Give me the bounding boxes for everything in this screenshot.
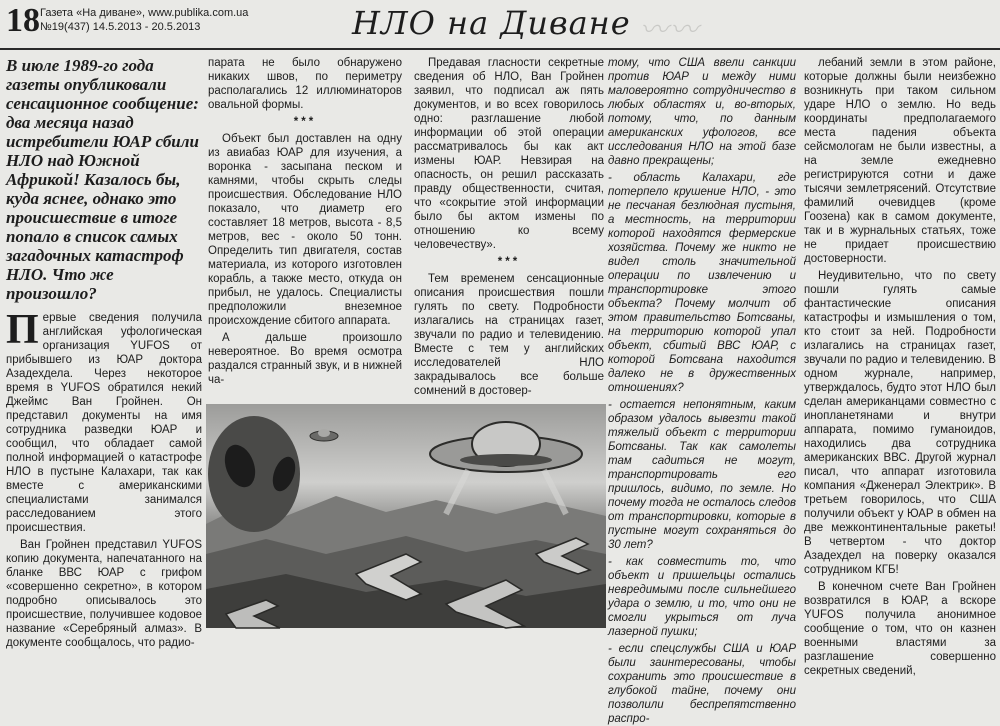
issue-info	[40, 6, 248, 34]
paragraph: А дальше произошло невероятное. Во время осмотра раздался странный звук, и в нижней ча-	[208, 332, 402, 386]
drop-cap: П	[6, 307, 39, 353]
paragraph-text: ервые сведения получила английская уфологическая организация YUFOS от прибывшего из ЮАР доктора Азадехдела. Через некоторое время в YUFOS обратился некий Джеймс Ван Гройнен. Он представил документы на имя сотрудника разведки ЮАР и сообщил, что обладает самой полной информацией о катастрофе НЛО в пустыне Калахари, так как вместе с американскими специалистами занимался расследованием этого происшествия.	[6, 312, 202, 534]
page-number: 18	[6, 2, 40, 39]
section-separator: ***	[497, 256, 521, 268]
column-2	[208, 56, 402, 386]
issue-date-line: №19(437) 14.5.2013 - 20.5.2013	[40, 21, 201, 33]
lede-paragraph: В июле 1989-го года газеты опубликовали сенсационное сообщение: два месяца назад истребители ЮАР сбили НЛО над Южной Африкой! Казалось бы, куда яснее, однако это происшествие в итоге попало в список самых загадочных катастроф НЛО. Что же произошло?	[6, 56, 199, 303]
paragraph: парата не было обнаружено никаких швов, по периметру располагались 12 иллюминаторов овальной формы.	[208, 57, 402, 111]
bleed-through-decoration: 〰〰	[640, 13, 701, 46]
paragraph: В конечном счете Ван Гройнен возвратился в ЮАР, а вскоре YUFOS получила анонимное сообщение о том, что он казнен военными властями за разглашение совершенно секретных сведений,	[804, 581, 996, 677]
column-3	[414, 56, 604, 397]
paragraph: Предавая гласности секретные сведения об НЛО, Ван Гройнен заявил, что подписал аж пять документов, и во всех говорилось одно: разглашение любой информации об этой операции рассматривалось бы как акт измены ЮАР. Невзирая на опасность, он решил рассказать правду общественности, считая, что «сокрытие этой информации было бы актом измены по отношению ко всему человечеству».	[414, 57, 604, 251]
paragraph: Неудивительно, что по свету пошли гулять самые фантастические описания катастрофы и измышления о том, кто стоит за ней. Подробности излагались на страницах газет, звучали по радио и телевидению. В одном журнале, например, утверждалось, будто этот НЛО был сделан американцами совместно с инопланетянами и внутри аппарата, помимо гуманоидов, находились два сотрудника американских ВВС. Другой журнал писал, что аппарат изготовила компания «Дженерал Электрик». В третьем говорилось, что США получили объект у ЮАР в обмен на две межконтинентальные ракеты! В четвертом - что доктор Азадехдел на поверку оказался сотрудником КГБ!	[804, 270, 996, 576]
paragraph: - остается непонятным, каким образом удалось вывезти такой тяжелый объект с территории Ботсваны. Так как самолеты там садиться не могут, транспортировать его пришлось, видимо, по земле. Но почему тогда не осталось следов от транспортировки, которые в пустыне могут сохраняться до 30 лет?	[608, 399, 796, 551]
paragraph: - если спецслужбы США и ЮАР были заинтересованы, чтобы сохранить это происшествие в глубокой тайне, почему они позволили беспрепятственно распро-	[608, 643, 796, 725]
ufo-illustration	[206, 404, 606, 628]
header-divider	[0, 48, 1000, 50]
paragraph: Тем временем сенсационные описания происшествия пошли гулять по свету. Подробности излагались на страницах газет, звучали по радио и телевидению. Вместе с тем у английских исследователей НЛО закрадывалось все больше сомнений в достовер-	[414, 273, 604, 397]
paragraph: Ван Гройнен представил YUFOS копию документа, напечатанного на бланке ВВС ЮАР с грифом «совершенно секретно», в котором подробно описывалось это происшествие, получившее кодовое название «Серебряный алмаз». В документе сообщалось, что радио-	[6, 539, 202, 649]
paragraph: лебаний земли в этом районе, которые должны были неизбежно возникнуть при таком сильном ударе НЛО о землю. Но ведь координаты предполагаемого места падения объекта сейсмологам не были известны, а на земле ежедневно регистрируются сотни и даже тысячи землетрясений. Отсутствие фамилий очевидцев (кроме Гоозена) как в самом документе, так и в журнальных статьях, тоже не придает происшествию достоверности.	[804, 57, 996, 265]
publication-line: Газета «На диване», www.publika.com.ua	[40, 7, 249, 19]
section-separator: ***	[293, 116, 317, 128]
paragraph	[6, 307, 202, 535]
paragraph: Объект был доставлен на одну из авиабаз ЮАР для изучения, а воронка - засыпана песком и камнями, чтобы скрыть следы происшествия. Обследование НЛО показало, что диаметр его составляет 18 метров, высота - 8,5 метров, вес - около 50 тонн. Определить тип двигателя, состав материала, из которого изготовлен корабль, а также место, откуда он прибыл, не удалось. Специалисты предположили внеземное происхождение сбитого аппарата.	[208, 133, 402, 327]
column-4	[608, 56, 796, 725]
column-5	[804, 56, 996, 677]
paragraph: - область Калахари, где потерпело крушение НЛО, - это не песчаная безлюдная пустыня, а местность, на территории которой находятся фермерские хозяйства. Почему же никто не видел столь значительной операции по извлечению и транспортировке этого объекта? Почему молчит об этом правительство Ботсваны, на территорию которой упал объект, сбитый ВВС ЮАР, с которой Ботсвана находится далеко не в дружественных отношениях?	[608, 172, 796, 394]
column-1	[6, 56, 202, 649]
ufo-scene-icon	[206, 404, 606, 628]
paragraph: - как совместить то, что объект и пришельцы остались невредимыми после сильнейшего удара о землю, и то, что они не смогли укрыться от луча лазерной пушки;	[608, 556, 796, 638]
section-title: НЛО на Диване	[352, 4, 631, 42]
paragraph: тому, что США ввели санкции против ЮАР и между ними маловероятно сотрудничество в любых областях и, во-вторых, потому, что, по данным американских уфологов, все исследования НЛО на этой базе давно прекращены;	[608, 57, 796, 167]
